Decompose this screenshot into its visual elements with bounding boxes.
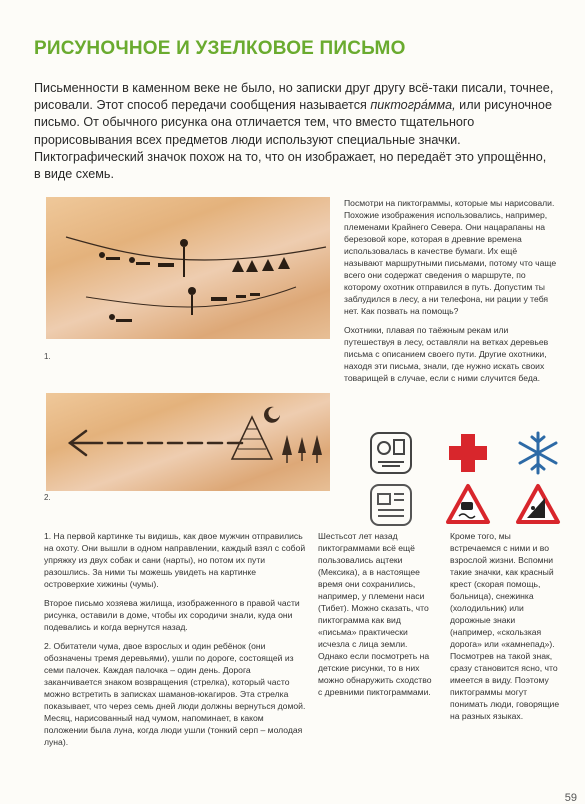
bottom-middle-paragraph-1: Шестьсот лет назад пиктограммами всё ещё пользовались ацтеки (Мексика), а в настоящее время они сохранились, например, у племени наси (Тибет). Можно сказать, что пиктограмма как вид «письма» практически исчезла с лица земли. Однако если посмотреть на детские рисунки, то в них можно обнаружить сходство с древними пиктограммами.	[318, 531, 432, 697]
page-number: 59	[564, 792, 577, 804]
bottom-left-paragraph-3: 2. Обитатели чума, двое взрослых и один ребёнок (они обозначены тремя деревьями), ушли по дороге, состоящей из семи палочек. Каждая палочка – один день. Дорога заканчивается знаком возвращения (стрелка), который часто можно встретить в записках шаманов-юкагиров. Эта стрелка показывает, что через семь дней люди должны вернуться домой. Месяц, нарисованный над чумом, напоминает, в каком положении была луна, когда люди ушли (тонкий серп – молодая луна).	[44, 641, 306, 747]
intro-term: пиктогра́мма,	[370, 98, 456, 113]
bottom-right-column	[450, 530, 560, 729]
figure-2-birch-bark-pictogram	[46, 393, 330, 491]
slippery-road-sign-icon	[445, 482, 491, 528]
bottom-middle-column	[318, 530, 436, 705]
bottom-right-paragraph-1: Кроме того, мы встречаемся с ними и во взрослой жизни. Вспомни такие значки, как красный крест (скорая помощь, больница), снежинка (холодильник) или дорожные знаки (например, «скользкая дорога» или «камнепад»). Посмотрев на такой знак, сразу становится ясно, что имеется в виду. Поэтому пиктограммы могут понимать люди, говорящие на разных языках.	[450, 531, 560, 721]
aztec-glyph-icon	[368, 430, 414, 476]
right-column	[344, 197, 558, 391]
bottom-left-paragraph-2: Второе письмо хозяева жилища, изображенного в правой части рисунка, оставили в доме, чтобы их сородичи знали, куда они подевались и когда вернутся назад.	[44, 598, 300, 632]
aztec-glyph-2-icon	[368, 482, 414, 528]
figure-1-drawing	[46, 197, 330, 339]
intro-text-1: Письменности в каменном веке не было, но записки друг другу всё-таки писали, точнее, рисовали. Этот способ передачи сообщения называется	[34, 81, 554, 113]
page-title: РИСУНОЧНОЕ И УЗЕЛКОВОЕ ПИСЬМО	[34, 38, 406, 59]
right-column-paragraph-1: Посмотри на пиктограммы, которые мы нарисовали. Похожие изображения использовались, например, племенами Крайнего Севера. Они нацарапаны на березовой коре, которая в древние времена использовалась в качестве бумаги. Их ещё называют маршрутными письмами, потому что чаще всего они содержат сведения о маршруте, по которому охотник отправился в путь. Допустим ты заблудился в лесу, а ни телефона, ни рации у тебя нет. Как позвать на помощь?	[344, 198, 557, 316]
figure-1-label: 1.	[44, 352, 51, 361]
figure-2-label: 2.	[44, 493, 51, 502]
bottom-left-column	[44, 530, 306, 755]
intro-paragraph	[34, 80, 554, 183]
figure-2-drawing	[46, 393, 330, 491]
falling-rocks-sign-icon	[515, 482, 561, 528]
bottom-left-paragraph-1: 1. На первой картинке ты видишь, как двое мужчин отправились на охоту. Они вышли в одном направлении, каждый взял с собой упряжку из двух собак и сани (нарты), но потом их пути разошлись. За ними ты можешь увидеть на картинке островерхие хижины (чумы).	[44, 531, 306, 589]
intro-text-2: или рисуночное письмо. От обычного рисунка она отличается тем, что вместо тщательного прорисовывания всех предметов люди используют специальные значки. Пиктографический значок похож на то, что он изображает, но передаёт это упрощённо, в виде схемь.	[34, 98, 552, 182]
figure-1-birch-bark-pictogram	[46, 197, 330, 339]
snowflake-icon	[515, 430, 561, 476]
red-cross-icon	[445, 430, 491, 476]
right-column-paragraph-2: Охотники, плавая по таёжным рекам или путешествуя в лесу, оставляли на ветках деревьев письма с описанием своего пути. Другие охотники, находя эти письма, знали, где нужно искать своих товарищей в случае, если с ними случится беда.	[344, 325, 549, 383]
